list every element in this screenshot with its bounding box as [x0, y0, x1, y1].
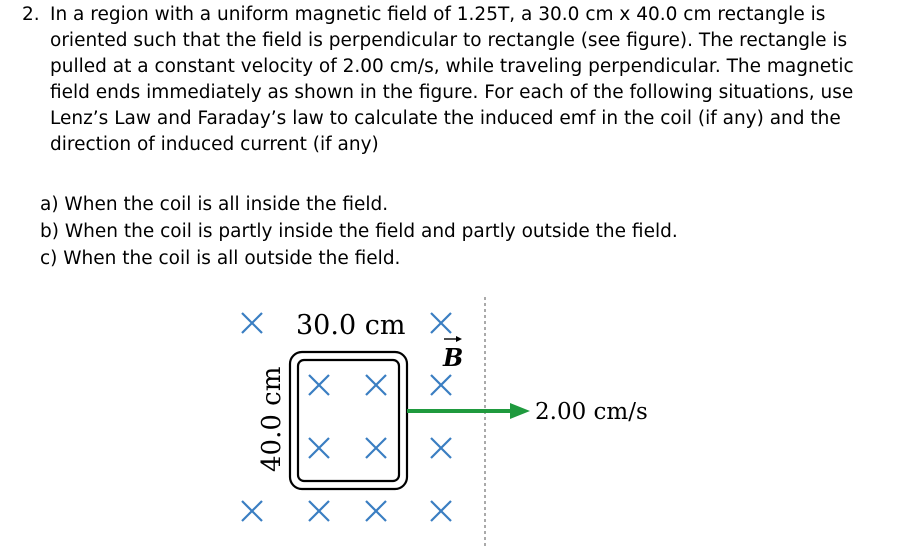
vector-arrowhead-icon — [456, 336, 462, 342]
field-x-icon — [366, 501, 386, 521]
field-x-icon — [366, 375, 386, 395]
field-x-icon — [309, 438, 329, 458]
field-x-icon — [242, 501, 262, 521]
field-x-icon — [309, 375, 329, 395]
height-label: 40.0 cm — [257, 366, 287, 472]
field-x-icon — [242, 313, 262, 333]
problem-number: 2. — [22, 4, 40, 25]
part-b: b) When the coil is partly inside the field and partly outside the field. — [40, 221, 678, 242]
field-x-icon — [431, 501, 451, 521]
field-x-icon — [431, 313, 451, 333]
part-c: c) When the coil is all outside the field. — [40, 248, 401, 269]
part-a: a) When the coil is all inside the field. — [40, 194, 389, 215]
coil-outer — [290, 352, 407, 489]
field-vector-label — [442, 336, 463, 372]
field-x-icon — [309, 501, 329, 521]
field-x-icon — [431, 438, 451, 458]
field-label: B — [443, 343, 464, 372]
field-x-icon — [431, 375, 451, 395]
field-x-icon — [366, 438, 386, 458]
problem-text: In a region with a uniform magnetic field of 1.25T, a 30.0 cm x 40.0 cm rectangle is oriented such that the field is perpendicular to rectangle (see figure). The rectangle is pulled at a constant velocity of 2.00 cm/s, while traveling perpendicular. The magnetic field ends immediately as shown in the figure. For each of the following situations, use Lenz’s Law and Faraday’s law to calculate the induced emf in the coil (if any) and the direction of induced current (if any) — [50, 4, 854, 155]
velocity-label: 2.00 cm/s — [535, 399, 648, 425]
width-label: 30.0 cm — [296, 310, 406, 341]
velocity-arrow-head — [510, 403, 530, 419]
